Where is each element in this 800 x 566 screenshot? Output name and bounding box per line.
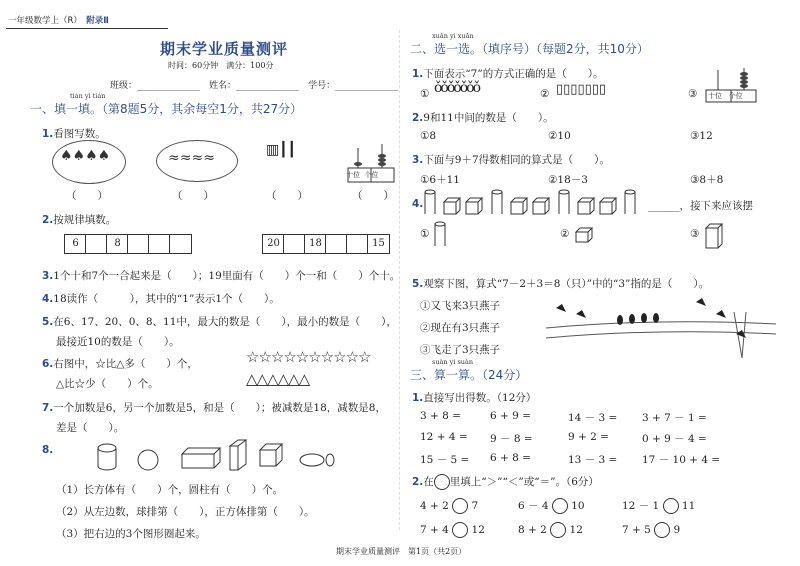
sec2-pinyin: xuǎn yi xuǎn [432,32,474,40]
q7-line1: 7.一个加数是6，另一个加数是5，和是（ ）；被减数是18，减数是8， [42,402,386,414]
calc-item[interactable]: 14 － 3 = [568,412,618,424]
s1-option-b[interactable]: ② [540,88,550,100]
compare-item[interactable]: 12 － 1 11 [622,500,696,512]
sequence-cell[interactable] [325,234,348,254]
compare-circle[interactable] [452,522,468,538]
cylinder-cube-pattern [422,186,644,220]
s3-option-b[interactable]: ②18－3 [548,174,588,186]
calc-item[interactable]: 3 + 8 = [420,410,461,422]
exam-time: 时间：60分钟 满分：100分 [168,61,274,70]
abacus-choice-labels: 十位 个位 [708,92,743,100]
calc-item[interactable]: 12 + 4 = [420,431,468,443]
solids-figure [90,438,350,476]
sequence-cell[interactable] [85,234,108,254]
calc-item[interactable]: 6 + 8 = [490,452,531,464]
compare-item[interactable]: 7 + 5 9 [622,524,681,536]
q1-answer-1[interactable]: （ ） [66,190,108,202]
sequence-cell[interactable] [169,234,192,254]
sequence-cell: 20 [262,234,285,254]
compare-item[interactable]: 7 + 4 12 [420,524,485,536]
triangles-figure: △△△△△△ [246,370,310,388]
s4-option-c[interactable]: ③ [690,228,700,240]
header-grade: 一年级数学上（R） 附录Ⅱ [8,16,109,26]
s4-text: ______，接下来应该摆 [648,200,753,212]
q8-label: 8. [42,444,54,456]
cube-option-icon [574,226,596,244]
q1-answer-4[interactable]: （ ） [352,190,394,202]
calc-item[interactable]: 13 － 3 = [568,454,618,466]
s2-option-c[interactable]: ③12 [690,130,713,142]
s4-label: 4. [412,198,424,210]
q1: 1.看图写数。 [42,128,106,140]
sec1-pinyin: tián yì tián [70,92,106,100]
q7-line2: 差是（ ）。 [56,422,125,434]
q6-line1: 6.右图中，☆比△多（ ）个， [42,358,198,370]
calc-item[interactable]: 15 － 5 = [420,454,470,466]
c2: 2.在 里填上“＞”“＜”或“＝”。（6分） [412,476,599,488]
q3: 3.1个十和7个一合起来是（ ）；19里面有（ ）个一和（ ）个十。 [42,270,401,282]
calc-item[interactable]: 3 + 7 － 1 = [642,412,707,424]
pineapple-icon: ♠♠♠♠ [60,148,111,164]
q1-answer-2[interactable]: （ ） [172,190,214,202]
cylinder-option-icon [432,220,448,250]
calc-item[interactable]: 0 + 9 － 4 = [642,433,707,445]
q5-line1: 5.在6、17、20、0、8、11中，最大的数是（ ），最小的数是（ ）， [42,316,397,328]
compare-item[interactable]: 8 + 2 12 [518,524,583,536]
page-title: 期末学业质量测评 [160,40,289,58]
sequence-cell[interactable] [148,234,171,254]
student-info: 班级：______________ 姓名：______________ 学号：______________ [110,81,399,91]
s1-option-c[interactable]: ③ [688,88,698,100]
sequence-cell: 18 [304,234,327,254]
compare-circle[interactable] [550,522,566,538]
q8-part2: （2）从左边数，球排第（ ），正方体排第（ ）。 [56,506,315,518]
s1-option-a[interactable]: ① [420,88,430,100]
sequence-cell: 8 [106,234,129,254]
abacus-labels: 十位 个位 [346,171,379,179]
compare-circle[interactable] [663,498,679,514]
sequence-cell[interactable] [283,234,306,254]
q8-part1: （1）长方体有（ ）个，圆柱有（ ）个。 [56,484,284,496]
s2-option-a[interactable]: ①8 [420,130,437,142]
stars-figure: ☆☆☆☆☆☆☆☆☆☆ [246,348,371,366]
footer: 期末学业质量测评 第1页（共2页） [336,547,467,556]
s5-option-a[interactable]: ①又飞来3只燕子 [420,300,501,312]
sequence-cell[interactable] [346,234,369,254]
sec3-pinyin: suàn yi suàn [432,358,474,366]
drum-icon-row: ▯▯▯▯▯▯▯ [556,82,607,97]
sequence-cell[interactable] [127,234,150,254]
compare-item[interactable]: 6 － 4 10 [518,500,585,512]
sec3-title: 三、算一算。（24分） [410,368,528,382]
calc-item[interactable]: 9 － 8 = [490,433,533,445]
bundle-sticks-icon: ▥┃┃ [266,142,297,158]
c1: 1.直接写出得数。（12分） [412,392,537,404]
q5-line2: 最接近10的数是（ ）。 [56,336,180,348]
s3-option-a[interactable]: ①6＋11 [420,174,460,186]
s4-option-b[interactable]: ② [560,228,570,240]
q4: 4.18读作（ ），其中的“1”表示1个（ ）。 [42,293,280,305]
compare-item[interactable]: 4 + 2 7 [420,500,479,512]
compare-circle[interactable] [552,498,568,514]
calc-item[interactable]: 9 + 2 = [568,431,609,443]
s5-option-b[interactable]: ②现在有3只燕子 [420,322,501,334]
swallows-figure [546,294,776,358]
sequence-cell: 6 [64,234,87,254]
sequence-cell: 15 [367,234,390,254]
compare-circle[interactable] [654,522,670,538]
q8-part3: （3）把右边的3个图形圈起来。 [56,528,206,540]
sec2-title: 二、选一选。（填序号）（每题2分，共10分） [410,42,649,56]
q2: 2.按规律填数。 [42,214,117,226]
pea-pod-icon: ≈≈≈≈ [168,150,215,166]
s5-option-c[interactable]: ③飞走了3只燕子 [420,344,501,356]
compare-circle[interactable] [452,498,468,514]
cuboid-option-icon [704,220,726,250]
q1-answer-3[interactable]: （ ） [266,190,308,202]
s5: 5.观察下图，算式“7－2＋3＝8（只）”中的“3”指的是（ ）。 [412,278,710,290]
s2: 2.9和11中间的数是（ ）。 [412,112,554,124]
bag-icon-row: ǒǒǒǒǒǒǒ [434,80,480,96]
s3-option-c[interactable]: ③8＋8 [690,174,724,186]
header-rule [6,28,168,29]
calc-item[interactable]: 17 － 10 + 4 = [642,454,721,466]
s1: 1.下面表示“7”的方式正确的是（ ）。 [412,68,604,80]
s4-option-a[interactable]: ① [420,228,430,240]
sec1-title: 一、填一填。（第8题5分，其余每空1分，共27分） [30,102,303,116]
s3: 3.下面与9＋7得数相同的算式是（ ）。 [412,154,610,166]
q6-line2: △比☆少（ ）个。 [56,378,159,390]
s2-option-b[interactable]: ②10 [548,130,571,142]
calc-item[interactable]: 6 + 9 = [490,410,531,422]
